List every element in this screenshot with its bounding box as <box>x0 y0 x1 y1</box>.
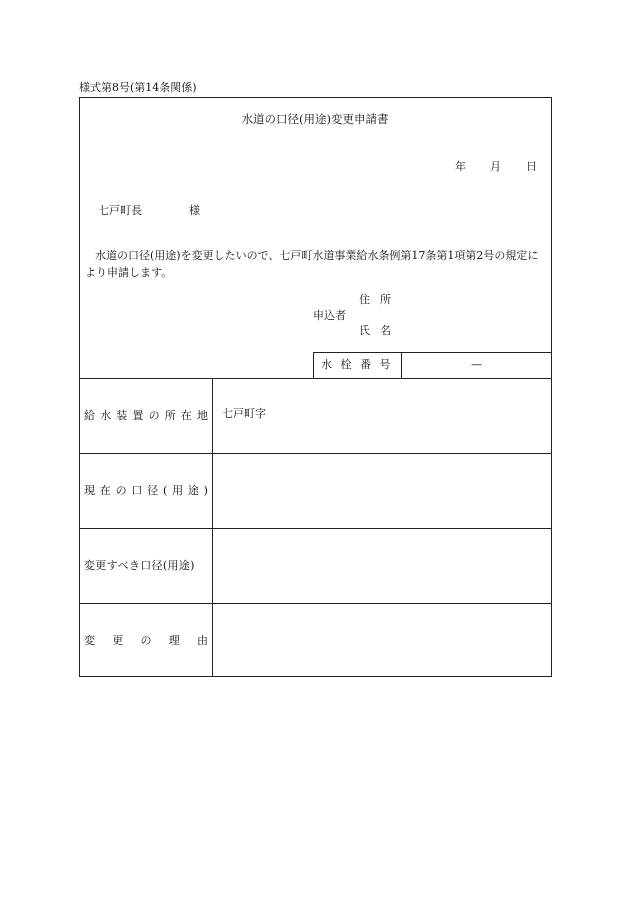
applicant-label: 申込者 <box>313 309 346 322</box>
row-value-location: 七戸町字 <box>222 407 266 420</box>
faucet-row-top-line <box>313 352 552 353</box>
faucet-number-label: 水栓番号 <box>321 358 399 371</box>
date-month-label: 月 <box>490 160 501 173</box>
form-frame <box>79 97 552 677</box>
table-line-3 <box>79 603 552 604</box>
date-day-label: 日 <box>526 160 537 173</box>
form-number: 様式第8号(第14条関係) <box>79 81 197 94</box>
honorific: 様 <box>189 204 200 217</box>
faucet-left-line <box>313 352 314 378</box>
row-label-new-size: 変更すべき口径(用途) <box>84 559 195 572</box>
form-title: 水道の口径(用途)変更申請書 <box>241 112 389 126</box>
faucet-number-value: — <box>471 358 482 371</box>
address-label: 住所 <box>359 293 401 306</box>
table-top-line <box>79 378 552 379</box>
table-line-2 <box>79 528 552 529</box>
name-label: 氏名 <box>359 324 401 337</box>
row-label-reason: 変 更 の 理 由 <box>84 634 208 647</box>
row-label-location: 給 水 装 置 の 所 在 地 <box>84 409 208 422</box>
body-text: 水道の口径(用途)を変更したいので、七戸町水道事業給水条例第17条第1項第2号の規定により申請します。 <box>85 249 539 279</box>
row-label-current-size: 現 在 の 口 径 ( 用 途 ) <box>84 484 208 497</box>
table-column-divider <box>212 378 213 677</box>
addressee: 七戸町長 <box>98 204 142 217</box>
date-year-label: 年 <box>455 160 466 173</box>
table-line-1 <box>79 453 552 454</box>
